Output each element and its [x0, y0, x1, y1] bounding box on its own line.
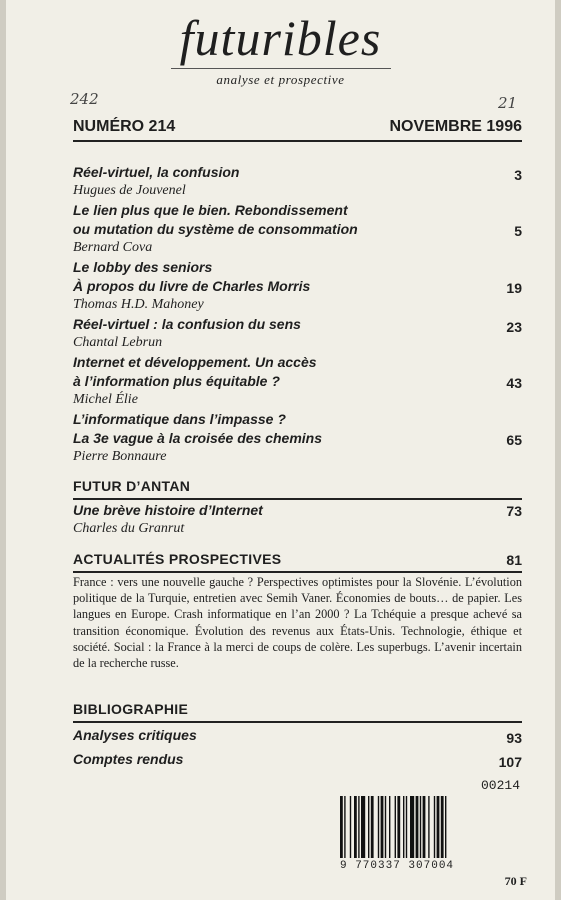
barcode-bar [445, 796, 446, 858]
toc-entry-title: Réel-virtuel, la confusion [73, 164, 240, 180]
section-futur-dantan [73, 478, 522, 500]
toc-entry-author: Bernard Cova [73, 240, 153, 255]
biblio-item-page: 93 [506, 730, 522, 746]
section-page: 81 [506, 552, 522, 568]
toc-entry-page: 23 [506, 319, 522, 335]
barcode-bars [340, 796, 522, 858]
toc-entry-author: Hugues de Jouvenel [73, 183, 186, 198]
page-left-edge [0, 0, 6, 900]
barcode-bar [428, 796, 429, 858]
biblio-item-label: Analyses critiques [73, 727, 197, 743]
barcode-bar [437, 796, 440, 858]
toc-entry-title: Internet et développement. Un accès [73, 354, 317, 370]
toc-entry-title: à l’information plus équitable ? [73, 373, 280, 389]
futur-entries [73, 501, 522, 539]
barcode-bar [344, 796, 345, 858]
barcode-bar [350, 796, 351, 858]
toc-entry-title: La 3e vague à la croisée des chemins [73, 430, 323, 446]
section-title: ACTUALITÉS PROSPECTIVES [73, 551, 282, 567]
masthead [0, 12, 561, 88]
toc-entry-author: Chantal Lebrun [73, 335, 163, 350]
toc-entry-author: Charles du Granrut [73, 521, 185, 536]
barcode-digits: 9 770337 307004 [340, 860, 455, 872]
table-of-contents [73, 163, 522, 467]
barcode-bar [389, 796, 390, 858]
bibliographie-list [73, 727, 522, 775]
issue-number: NUMÉRO 214 [73, 118, 176, 135]
toc-entry-title: Réel-virtuel : la confusion du sens [73, 316, 301, 332]
barcode-bar [385, 796, 386, 858]
toc-entry-page: 73 [506, 503, 522, 519]
handwritten-note-left: 242 [70, 90, 99, 108]
barcode-bar [340, 796, 343, 858]
section-title: BIBLIOGRAPHIE [73, 701, 189, 717]
toc-entry-page: 5 [514, 223, 522, 239]
barcode-bar [403, 796, 404, 858]
barcode-bar [397, 796, 400, 858]
biblio-item-page: 107 [498, 754, 522, 770]
toc-entry-page: 43 [506, 375, 522, 391]
toc-entry-title: Le lobby des seniors [73, 259, 213, 275]
barcode [340, 778, 522, 884]
brand-title: futuribles [179, 10, 382, 66]
toc-entry-author: Thomas H.D. Mahoney [73, 297, 204, 312]
price: 70 F [504, 874, 527, 888]
toc-entry-page: 65 [506, 432, 522, 448]
toc-entry[interactable] [73, 410, 522, 465]
toc-entry-title: Le lien plus que le bien. Rebondissement [73, 202, 348, 218]
barcode-bar [420, 796, 421, 858]
barcode-bar [358, 796, 359, 858]
barcode-bar [395, 796, 396, 858]
barcode-bar [368, 796, 369, 858]
barcode-bar [381, 796, 384, 858]
issue-bar [73, 118, 522, 142]
barcode-bar [361, 796, 365, 858]
toc-entry[interactable] [73, 258, 522, 313]
toc-entry-author: Michel Élie [73, 392, 138, 407]
brand-tagline: analyse et prospective [216, 72, 345, 87]
toc-entry-title: Une brève histoire d’Internet [73, 502, 263, 518]
toc-entry[interactable] [73, 353, 522, 408]
biblio-item[interactable] [73, 751, 522, 775]
toc-entry-title: ou mutation du système de consommation [73, 221, 358, 237]
toc-entry-author: Pierre Bonnaure [73, 449, 167, 464]
section-bibliographie [73, 701, 522, 723]
barcode-bar [406, 796, 407, 858]
barcode-bar [378, 796, 379, 858]
toc-entry[interactable] [73, 315, 522, 351]
toc-entry[interactable] [73, 163, 522, 199]
barcode-bar [416, 796, 419, 858]
barcode-bar [423, 796, 426, 858]
toc-entry-page: 19 [506, 280, 522, 296]
biblio-item[interactable] [73, 727, 522, 751]
section-title: FUTUR D’ANTAN [73, 478, 191, 494]
toc-entry-page: 3 [514, 167, 522, 183]
brand-rule [171, 68, 391, 69]
barcode-bar [354, 796, 357, 858]
barcode-bar [434, 796, 435, 858]
page-right-edge [555, 0, 561, 900]
toc-entry[interactable] [73, 501, 522, 537]
barcode-bar [410, 796, 414, 858]
biblio-item-label: Comptes rendus [73, 751, 184, 767]
barcode-bar [441, 796, 444, 858]
handwritten-note-right: 21 [498, 94, 518, 112]
issue-date: NOVEMBRE 1996 [389, 118, 522, 135]
barcode-addon-code: 00214 [480, 778, 520, 793]
actualites-summary: France : vers une nouvelle gauche ? Perspectives optimistes pour la Slovénie. L’évolution politique de la Turquie, entretien avec Semih Vaner. Économies de bouts… de papier. Les langues en Europe. Crash informatique en l’an 2000 ? La Tchéquie a presque achevé sa transition économique. Évolution des revenus aux États-Unis. Technologie, éthique et société. Social : la France à la merci de coups de colère. Les superbugs. L’avenir incertain de la recherche russe. [73, 575, 522, 671]
toc-entry[interactable] [73, 201, 522, 256]
toc-entry-title: L’informatique dans l’impasse ? [73, 411, 286, 427]
barcode-bar [371, 796, 374, 858]
toc-entry-title: À propos du livre de Charles Morris [73, 278, 311, 294]
section-actualites [73, 551, 522, 573]
